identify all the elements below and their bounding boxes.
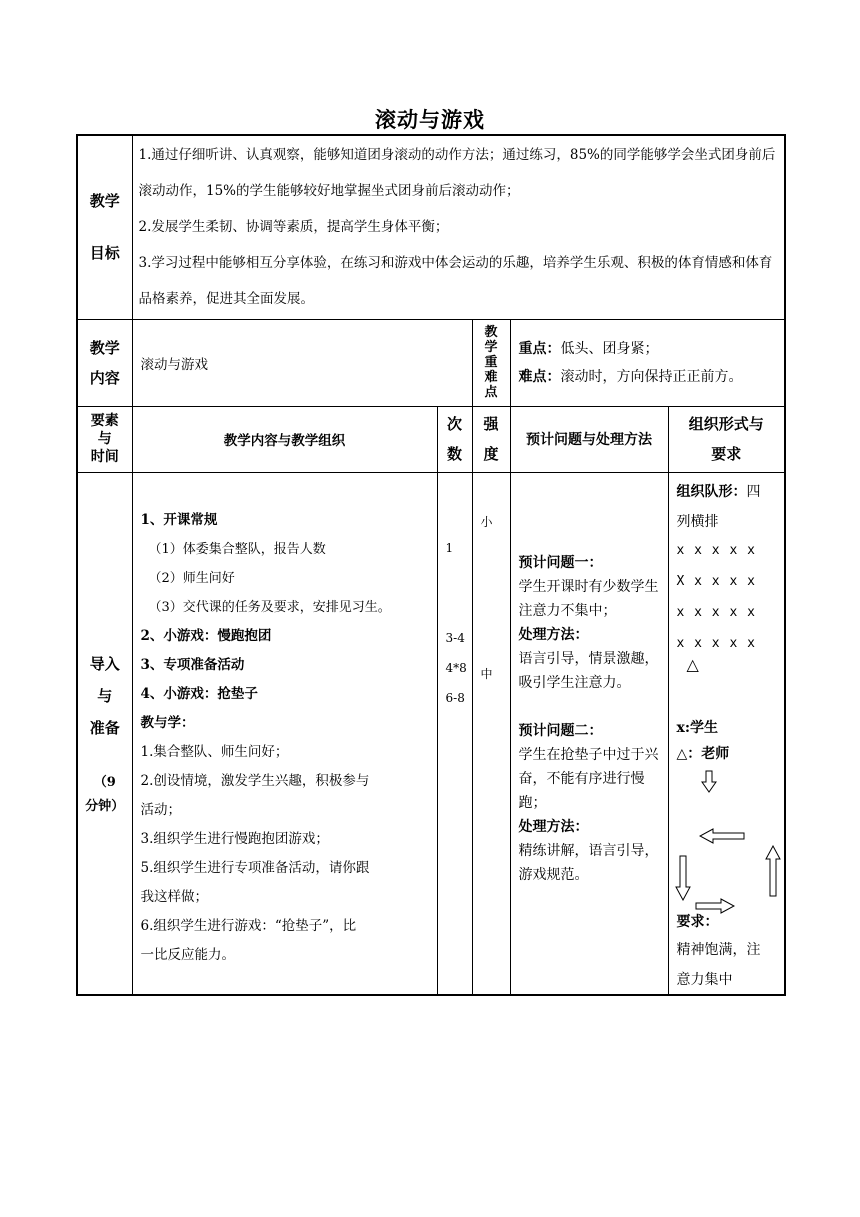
content-text: 滚动与游戏 [140,356,208,373]
header-times-2: 数 [446,445,462,463]
content-label-cell [77,319,132,406]
arrow-left-icon [699,828,745,844]
lesson-line: 2.创设情境，激发学生兴趣，积极参与 [140,772,370,789]
formation-row-4: x x x x x [676,635,756,651]
hard-point-label: 难点： [518,368,561,385]
lesson-line: 3.组织学生进行慢跑抱团游戏； [140,830,329,847]
header-content: 教学内容与教学组织 [132,406,437,472]
lesson-line: （2）师生问好 [148,570,235,586]
phase-label-2: 与 [97,687,113,706]
phase-time-1: （9 [93,775,116,791]
formation-label: 组织队形： [676,483,747,500]
goals-content-cell [132,135,785,319]
problem-2-label: 预计问题二： [518,722,603,739]
requirement-text-2: 意力集中 [676,971,733,988]
lesson-line: 6.组织学生进行游戏：“抢垫子”，比 [140,917,357,934]
intensity-cell [472,472,510,995]
problem-1-label: 预计问题一： [518,554,603,571]
arrow-down-left-icon [675,855,691,901]
goals-label-cell [77,135,132,319]
goal-item-2: 2.发展学生柔韧、协调等素质，提高学生身体平衡； [138,219,449,236]
header-times [437,406,472,472]
header-intensity-2: 度 [483,445,499,463]
phase-label-3: 准备 [89,719,120,738]
lesson-line: （1）体委集合整队，报告人数 [148,541,326,557]
content-label-2: 内容 [89,368,120,387]
header-org-1: 组织形式与 [688,415,764,433]
organization-cell [668,472,785,995]
key-point-label: 重点： [518,340,561,357]
content-label-1: 教学 [89,338,120,357]
page-title: 滚动与游戏 [375,107,485,132]
lesson-line: 4、小游戏：抢垫子 [140,685,258,702]
formation-row-2: X x x x x [676,573,756,589]
method-2-text: 精练讲解，语言引导，游戏规范。 [518,842,659,883]
header-intensity-1: 强 [483,415,499,433]
lesson-line: 一比反应能力。 [140,946,235,963]
lesson-line: 3、专项准备活动 [140,656,245,673]
arrow-down-icon [701,770,717,794]
header-organization [668,406,785,472]
content-text-cell [132,319,472,406]
phase-time-2: 分钟） [85,799,125,815]
header-elements-2: 与 [97,431,112,447]
key-point-text: 低头、团身紧； [560,340,659,357]
requirement-label: 要求： [676,913,719,930]
header-org-2: 要求 [711,445,742,463]
hard-point-text: 滚动时，方向保持正正前方。 [560,368,743,385]
count-3: 4*8 [445,660,467,675]
arrow-up-right-icon [765,845,781,897]
content-row [77,319,785,406]
goals-label-1: 教学 [89,192,120,211]
difficulty-label-cell [472,319,510,406]
lesson-line: 教与学： [140,714,195,731]
header-problems: 预计问题与处理方法 [510,406,668,472]
difficulty-char-3: 重 [484,355,498,370]
phase-label-cell [77,472,132,995]
problem-2-text: 学生在抢垫子中过于兴奋，不能有序进行慢跑； [518,746,659,811]
difficulty-char-1: 教 [484,325,498,340]
intensity-1: 小 [480,514,493,529]
goals-row [77,135,785,319]
formation-row-3: x x x x x [676,604,756,620]
goal-item-1: 1.通过仔细听讲、认真观察，能够知道团身滚动的动作方法；通过练习，85%的同学能够学会坐式团身前后滚动动作，15%的学生能够较好地掌握坐式团身前后滚动动作； [138,147,776,200]
formation-text-1: 四 [746,483,761,500]
lesson-plan-table [76,134,786,996]
difficulty-char-2: 学 [484,340,498,355]
header-elements-1: 要素 [90,413,119,429]
lesson-line: 5.组织学生进行专项准备活动，请你跟 [140,859,370,876]
lesson-line: （3）交代课的任务及要求，安排见习生。 [148,599,391,615]
formation-grid [677,535,756,659]
count-2: 3-4 [445,630,465,645]
requirement-text-1: 精神饱满，注 [676,941,761,958]
method-1-text: 语言引导，情景激趣，吸引学生注意力。 [518,650,659,691]
count-1: 1 [445,540,454,555]
formation-row-1: x x x x x [676,542,756,558]
intensity-2: 中 [480,666,493,681]
legend-student: x:学生 [676,719,719,736]
lesson-line: 2、小游戏：慢跑抱团 [140,627,272,644]
lesson-lines [141,473,437,970]
phase-row [77,472,785,995]
header-elements-3: 时间 [90,449,119,465]
difficulty-text-cell [510,319,785,406]
legend-teacher: △：老师 [676,745,730,762]
header-elements [77,406,132,472]
header-row [77,406,785,472]
counts-cell [437,472,472,995]
count-4: 6-8 [445,690,465,705]
lesson-line: 1、开课常规 [140,511,218,528]
goals-label-2: 目标 [89,244,120,263]
lesson-content-cell [132,472,437,995]
header-times-1: 次 [446,415,462,433]
lesson-line: 我这样做； [140,888,208,905]
formation-text-2: 列横排 [676,513,719,530]
method-1-label: 处理方法： [518,626,589,643]
difficulty-char-4: 难 [484,370,498,385]
lesson-line: 1.集合整队、师生问好； [140,743,289,760]
header-intensity [472,406,510,472]
goal-item-3: 3.学习过程中能够相互分享体验，在练习和游戏中体会运动的乐趣，培养学生乐观、积极的体育情感和体育品格素养，促进其全面发展。 [138,255,773,308]
problem-1-text: 学生开课时有少数学生注意力不集中； [518,578,659,619]
lesson-line: 活动； [140,801,181,818]
difficulty-char-5: 点 [484,385,498,400]
problems-cell [510,472,668,995]
phase-label-1: 导入 [89,655,120,674]
teacher-triangle-icon: △ [686,654,699,674]
method-2-label: 处理方法： [518,818,589,835]
